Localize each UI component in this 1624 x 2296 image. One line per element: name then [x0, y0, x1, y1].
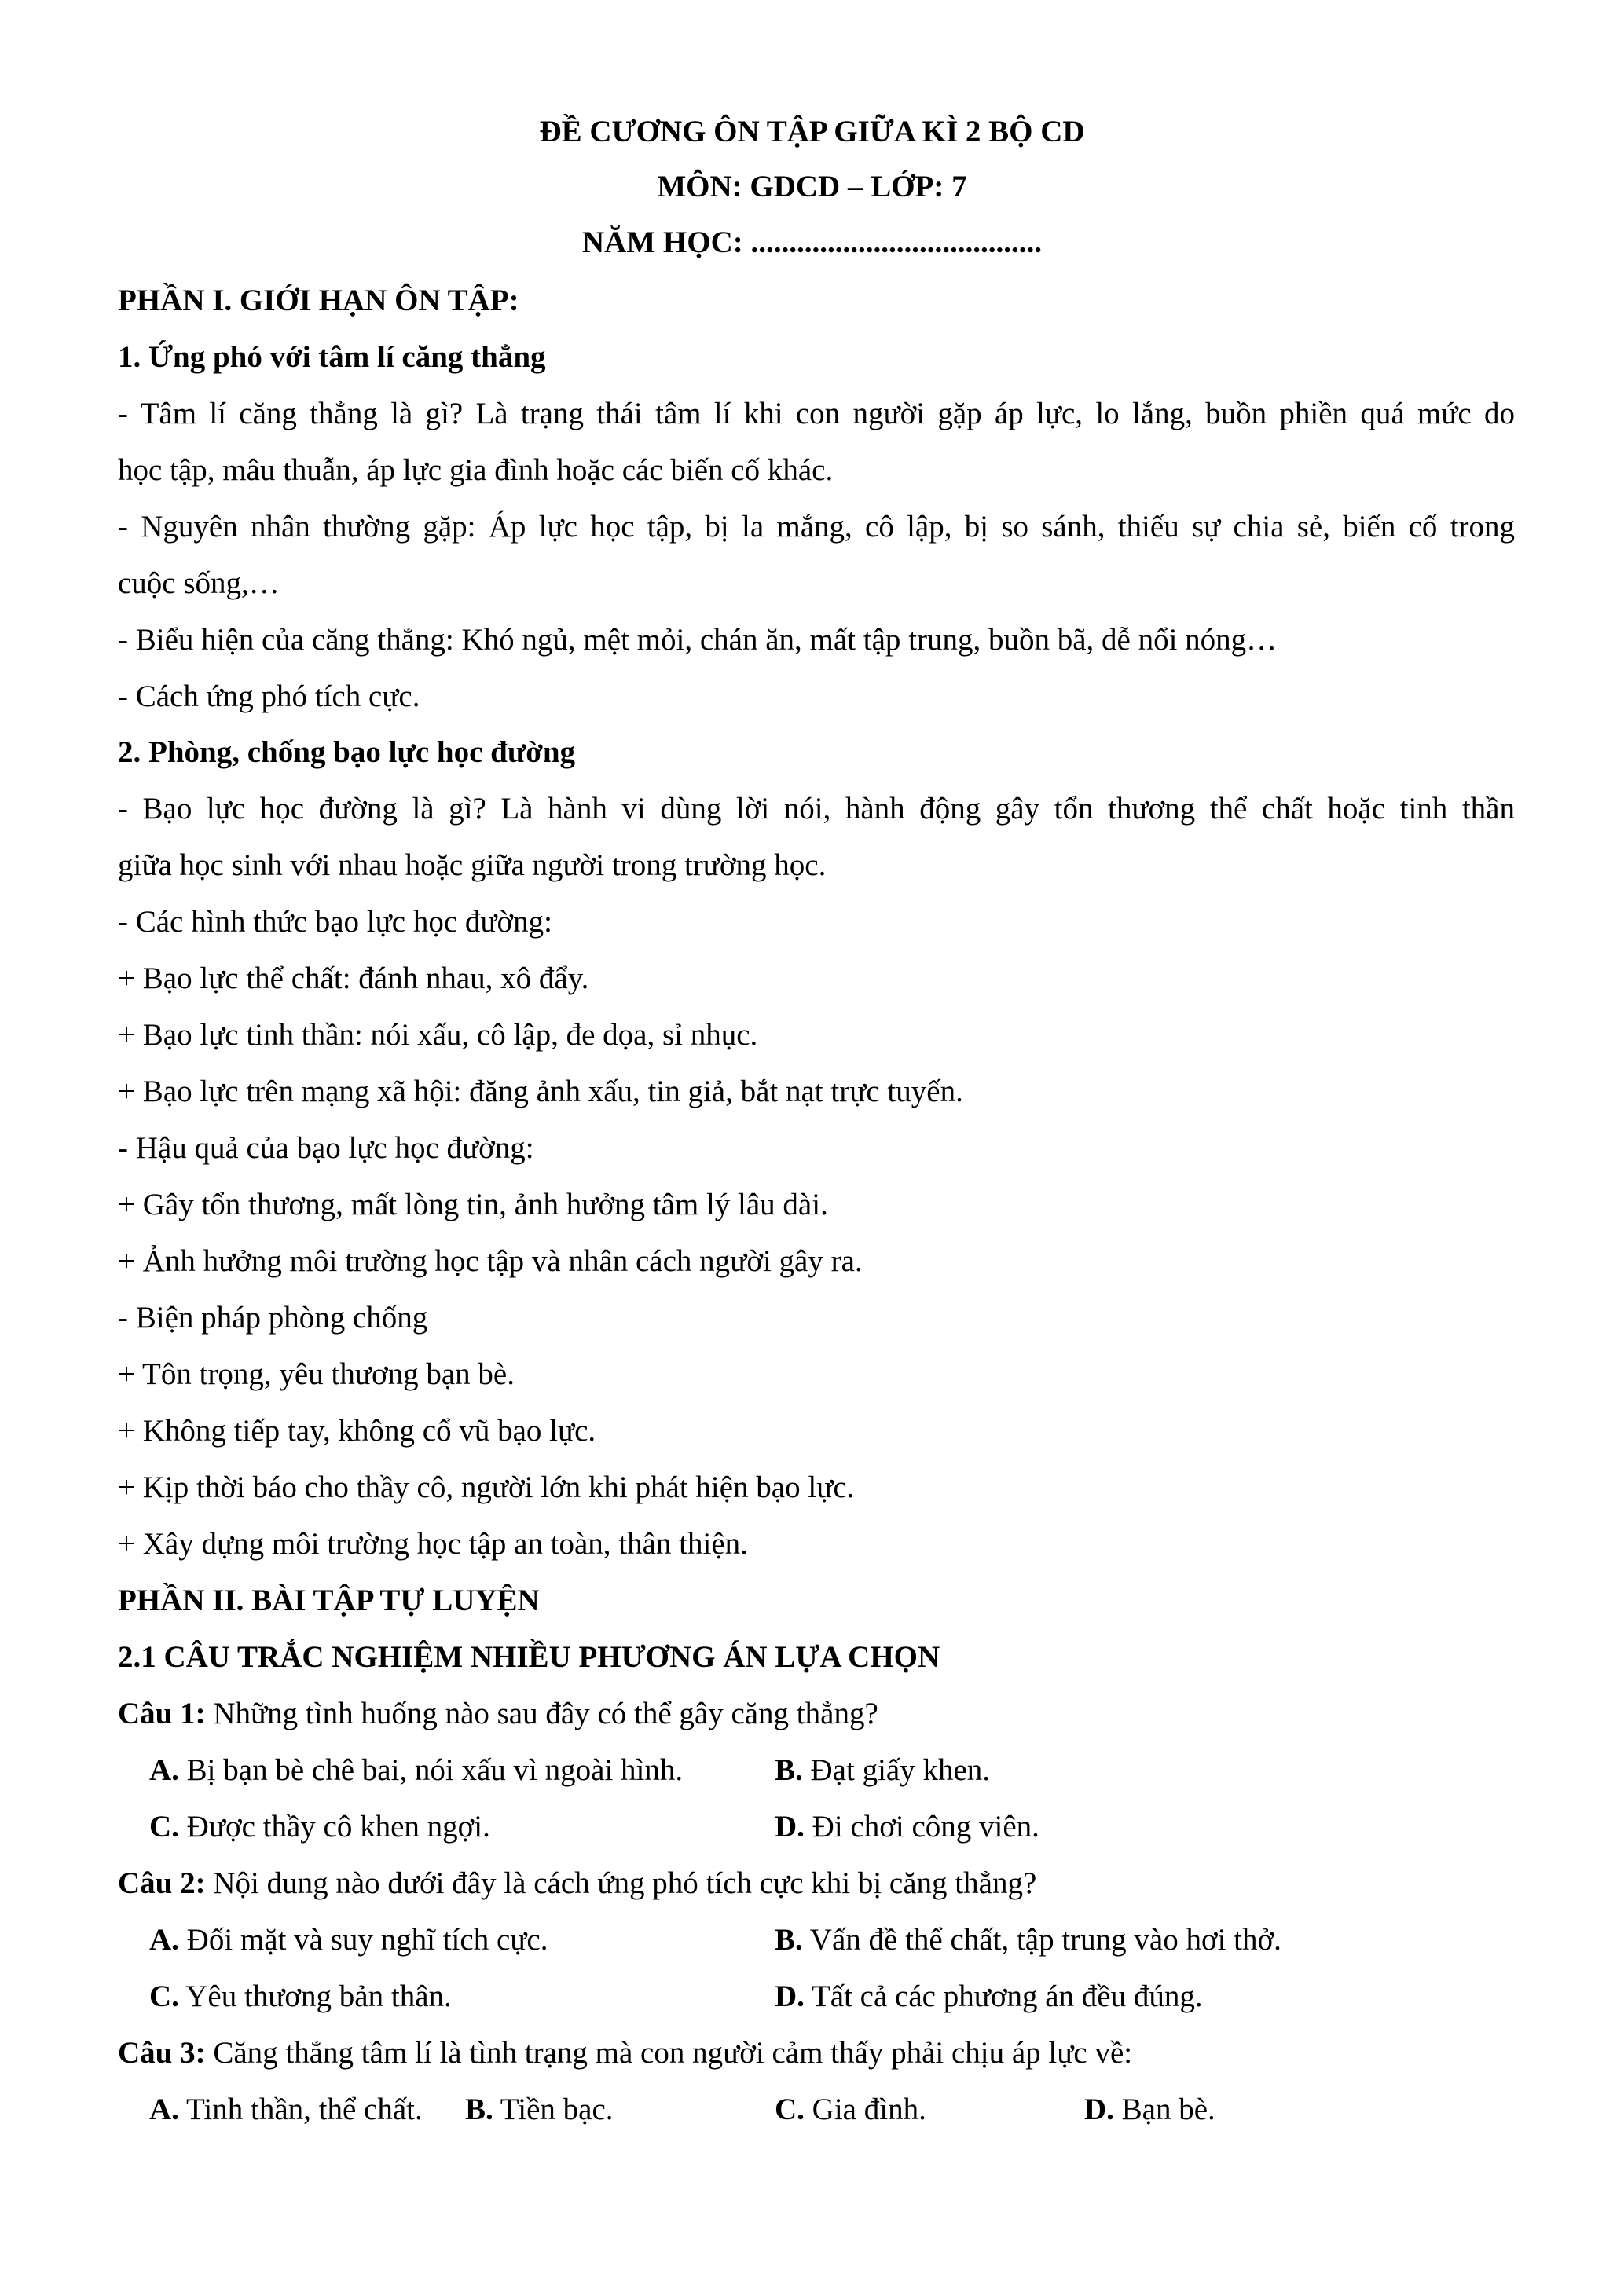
section2-line-5: + Bạo lực tinh thần: nói xấu, cô lập, đe dọa, sỉ nhục. [118, 1018, 758, 1052]
section1-line-4: cuộc sống,… [118, 566, 280, 600]
subject-line: MÔN: GDCD – LỚP: 7 [657, 170, 967, 203]
q1-option-a: A. Bị bạn bè chê bai, nói xấu vì ngoài hình. [149, 1753, 684, 1787]
part2-heading: PHẦN II. BÀI TẬP TỰ LUYỆN [118, 1584, 540, 1617]
q2-option-b: B. Vấn đề thể chất, tập trung vào hơi thở. [775, 1923, 1281, 1957]
question-2-label: Câu 2: [118, 1866, 206, 1900]
section1-title: 1. Ứng phó với tâm lí căng thẳng [118, 340, 546, 374]
q2-option-a: A. Đối mặt và suy nghĩ tích cực. [149, 1923, 548, 1957]
section2-line-4: + Bạo lực thể chất: đánh nhau, xô đẩy. [118, 961, 589, 995]
section2-line-6: + Bạo lực trên mạng xã hội: đăng ảnh xấu, tin giả, bắt nạt trực tuyến. [118, 1075, 963, 1108]
q3-option-a: A. Tinh thần, thể chất. [149, 2093, 423, 2126]
section2-line-14: + Xây dựng môi trường học tập an toàn, thân thiện. [118, 1527, 748, 1561]
question-3 [118, 2035, 1132, 2071]
q3-option-d: D. Bạn bè. [1084, 2093, 1215, 2126]
section1-line-5: - Biểu hiện của căng thẳng: Khó ngủ, mệt mỏi, chán ăn, mất tập trung, buồn bã, dễ nổi nóng… [118, 623, 1278, 657]
section2-title: 2. Phòng, chống bạo lực học đường [118, 735, 576, 769]
question-2-text: Nội dung nào dưới đây là cách ứng phó tích cực khi bị căng thẳng? [205, 1866, 1037, 1900]
section2-line-9: + Ảnh hưởng môi trường học tập và nhân cách người gây ra. [118, 1244, 863, 1278]
section2-line-2: giữa học sinh với nhau hoặc giữa người trong trường học. [118, 848, 827, 882]
section1-line-6: - Cách ứng phó tích cực. [118, 679, 420, 713]
question-1-label: Câu 1: [118, 1697, 206, 1730]
q1-option-c: C. Được thầy cô khen ngợi. [149, 1810, 490, 1844]
q2-option-c: C. Yêu thương bản thân. [149, 1979, 452, 2013]
q1-option-d: D. Đi chơi công viên. [775, 1810, 1039, 1844]
q3-option-c: C. Gia đình. [775, 2093, 926, 2126]
section2-line-12: + Không tiếp tay, không cổ vũ bạo lực. [118, 1414, 596, 1448]
section2-line-11: + Tôn trọng, yêu thương bạn bè. [118, 1357, 515, 1391]
section1-line-2: học tập, mâu thuẫn, áp lực gia đình hoặc các biến cố khác. [118, 453, 834, 487]
section1-line-3: - Nguyên nhân thường gặp: Áp lực học tập, bị la mắng, cô lập, bị so sánh, thiếu sự chia sẻ, biến cố trong [118, 510, 1515, 544]
q3-option-b: B. Tiền bạc. [465, 2093, 614, 2126]
section2-line-13: + Kịp thời báo cho thầy cô, người lớn khi phát hiện bạo lực. [118, 1470, 855, 1504]
section2-line-1: - Bạo lực học đường là gì? Là hành vi dùng lời nói, hành động gây tổn thương thể chất hoặc tinh thần [118, 792, 1515, 826]
question-3-text: Căng thẳng tâm lí là tình trạng mà con người cảm thấy phải chịu áp lực về: [205, 2036, 1133, 2070]
question-1 [118, 1696, 878, 1731]
section2-line-7: - Hậu quả của bạo lực học đường: [118, 1131, 534, 1165]
q2-option-d: D. Tất cả các phương án đều đúng. [775, 1979, 1203, 2013]
section1-line-1: - Tâm lí căng thẳng là gì? Là trạng thái tâm lí khi con người gặp áp lực, lo lắng, buồn phiền quá mức do [118, 397, 1515, 430]
part2-subheading: 2.1 CÂU TRẮC NGHIỆM NHIỀU PHƯƠNG ÁN LỰA CHỌN [118, 1640, 940, 1674]
section2-line-8: + Gây tổn thương, mất lòng tin, ảnh hưởng tâm lý lâu dài. [118, 1188, 828, 1221]
document-title: ĐỀ CƯƠNG ÔN TẬP GIỮA KÌ 2 BỘ CD [539, 115, 1085, 148]
section2-line-10: - Biện pháp phòng chống [118, 1301, 428, 1335]
q1-option-b: B. Đạt giấy khen. [775, 1753, 991, 1787]
section2-line-3: - Các hình thức bạo lực học đường: [118, 905, 552, 939]
question-3-label: Câu 3: [118, 2036, 206, 2070]
question-1-text: Những tình huống nào sau đây có thể gây căng thẳng? [205, 1697, 878, 1730]
school-year-line: NĂM HỌC: ...................................... [582, 225, 1042, 259]
part1-heading: PHẦN I. GIỚI HẠN ÔN TẬP: [118, 284, 519, 317]
question-2 [118, 1866, 1036, 1901]
